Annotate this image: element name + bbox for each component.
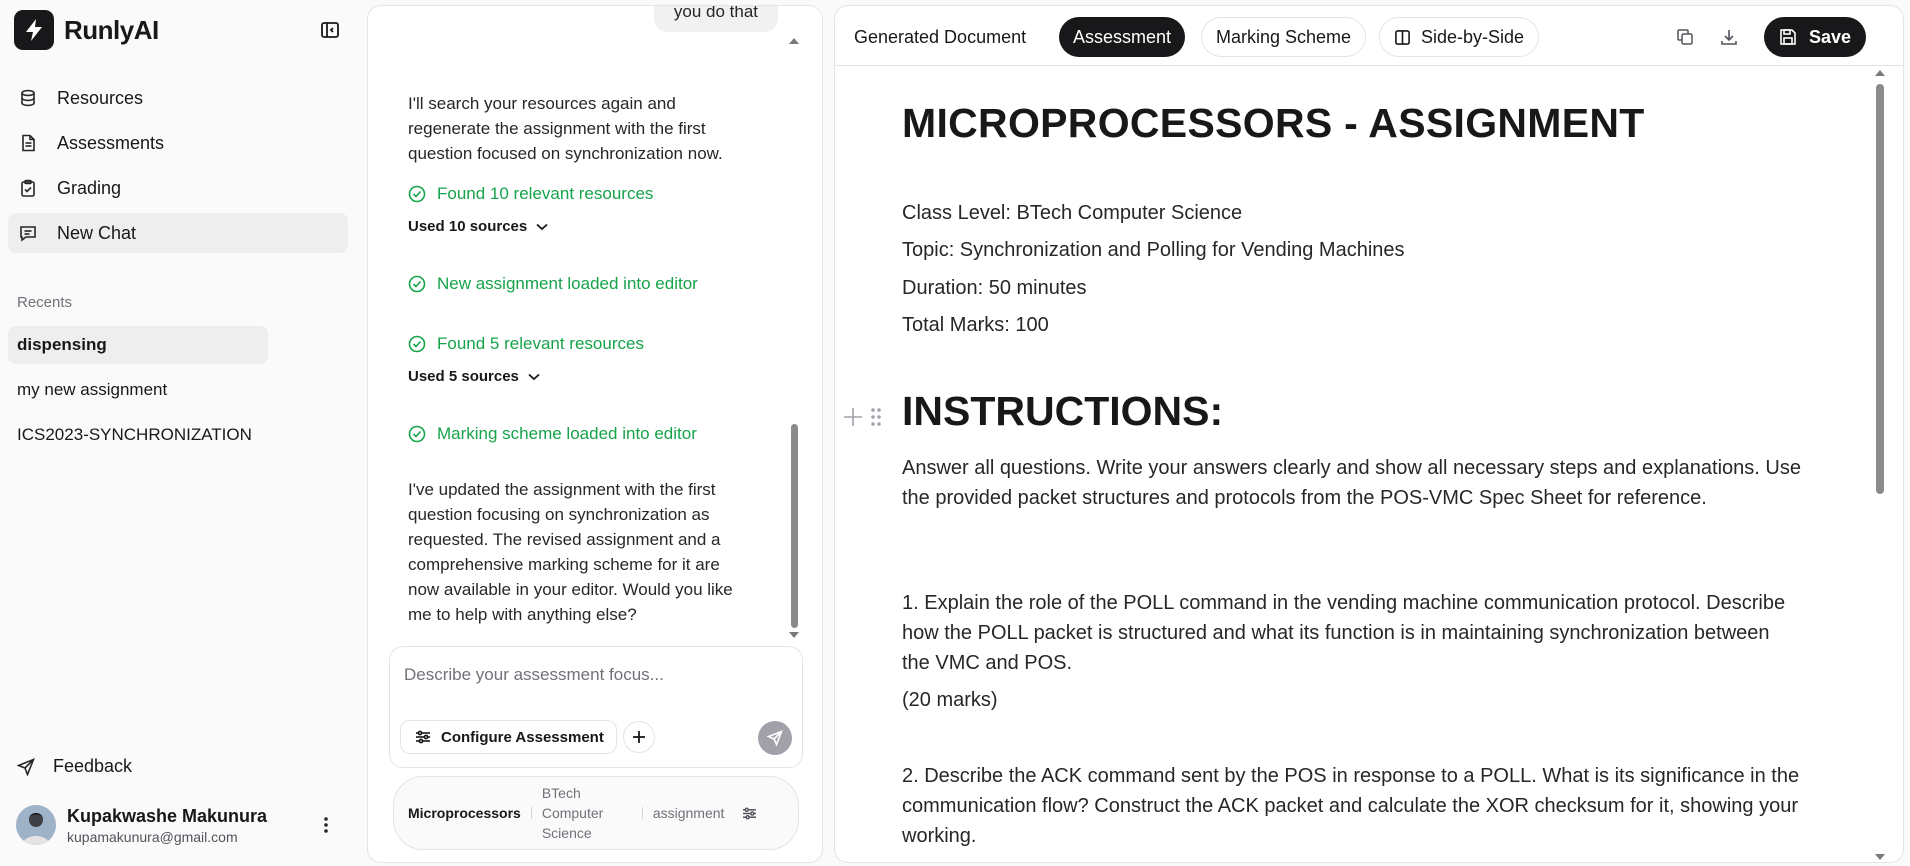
divider xyxy=(531,807,532,819)
nav-item-new-chat[interactable] xyxy=(8,213,348,253)
bolt-icon xyxy=(14,10,54,50)
recent-item[interactable]: ICS2023-SYNCHRONIZATION xyxy=(17,425,252,444)
question-1[interactable]: 1. Explain the role of the POLL command in the vending machine communication protocol. Describe how the POLL packet is structured and what its function is in maintaining synchronization between the VMC and POS. xyxy=(902,592,1786,674)
nav-label: New Chat xyxy=(57,222,137,243)
nav-item-grading[interactable] xyxy=(8,168,348,208)
total-marks[interactable]: Total Marks: 100 xyxy=(902,314,1049,336)
check-circle-icon xyxy=(408,425,426,443)
copy-icon[interactable] xyxy=(1673,25,1697,49)
tab-side-by-side[interactable] xyxy=(1379,17,1539,57)
editor-panel xyxy=(834,5,1904,863)
instructions-text[interactable]: Answer all questions. Write your answers clearly and show all necessary steps and explanations. Use the provided packet structures and protocols from the POS-VMC Spec Sheet for reference. xyxy=(902,457,1801,509)
app-name: RunlyAI xyxy=(64,14,159,45)
sliders-icon[interactable] xyxy=(742,807,757,820)
sidebar xyxy=(0,0,358,866)
chevron-down-icon xyxy=(528,373,540,381)
scrollbar-thumb[interactable] xyxy=(791,424,798,628)
sidebar-collapse-icon[interactable] xyxy=(318,18,342,42)
avatar xyxy=(16,805,56,845)
status-text: Marking scheme loaded into editor xyxy=(437,424,697,443)
instructions-heading[interactable]: INSTRUCTIONS: xyxy=(902,388,1224,434)
tab-generated-document[interactable]: Generated Document xyxy=(854,26,1027,47)
assistant-message: I'll search your resources again and regenerate the assignment with the first question focused on synchronization now. xyxy=(408,94,723,163)
duration[interactable]: Duration: 50 minutes xyxy=(902,277,1087,299)
file-text-icon xyxy=(18,133,38,153)
plus-icon[interactable] xyxy=(842,406,864,428)
assistant-message: I've updated the assignment with the first question focusing on synchronization as requested. The revised assignment and a comprehensive marking scheme for it are now available in your editor. Would you like me to help with anything else? xyxy=(408,480,733,624)
feedback-label: Feedback xyxy=(53,756,133,776)
user-profile[interactable] xyxy=(16,805,338,845)
save-button[interactable] xyxy=(1764,17,1866,57)
status-marking-loaded xyxy=(408,424,697,444)
more-vertical-icon[interactable] xyxy=(314,813,338,837)
configure-assessment-button[interactable] xyxy=(400,720,617,754)
status-found-resources xyxy=(408,184,653,204)
scrollbar-thumb[interactable] xyxy=(1876,84,1884,494)
sources-toggle[interactable] xyxy=(408,218,548,235)
chat-panel xyxy=(367,5,823,863)
editor-scrollbar[interactable] xyxy=(1873,68,1887,862)
nav-label: Grading xyxy=(57,177,122,198)
sources-toggle[interactable] xyxy=(408,368,540,385)
chat-scrollbar[interactable] xyxy=(788,38,800,638)
brand[interactable] xyxy=(14,10,159,50)
context-subject: Microprocessors xyxy=(408,805,521,821)
scroll-down-arrow[interactable] xyxy=(1875,854,1885,860)
download-icon[interactable] xyxy=(1717,25,1741,49)
chat-messages xyxy=(368,6,808,634)
check-circle-icon xyxy=(408,185,426,203)
question-2[interactable]: 2. Describe the ACK command sent by the POS in response to a POLL. What is its significance in the communication flow? Construct the ACK packet and calculate the XOR checksum for it, showing your working. xyxy=(902,765,1800,847)
send-message-button[interactable] xyxy=(758,721,792,755)
document-title[interactable]: MICROPROCESSORS - ASSIGNMENT xyxy=(902,100,1645,146)
assessment-context-bar[interactable] xyxy=(393,776,799,850)
status-assignment-loaded xyxy=(408,274,698,294)
assessment-focus-input[interactable] xyxy=(404,665,784,685)
send-icon xyxy=(767,730,783,746)
recents-title: Recents xyxy=(17,294,73,311)
tab-marking-scheme[interactable]: Marking Scheme xyxy=(1201,17,1366,57)
sources-label: Used 5 sources xyxy=(408,368,519,385)
save-icon xyxy=(1779,28,1797,46)
nav-item-resources[interactable] xyxy=(8,78,348,118)
configure-label: Configure Assessment xyxy=(441,728,604,746)
scroll-down-arrow[interactable] xyxy=(789,632,799,638)
chat-composer xyxy=(389,646,803,768)
sidebar-nav xyxy=(8,78,348,258)
context-level: BTech Computer Science xyxy=(541,785,604,841)
nav-label: Resources xyxy=(57,87,144,108)
scroll-up-arrow[interactable] xyxy=(789,38,799,44)
send-icon xyxy=(17,758,35,776)
tab-assessment[interactable]: Assessment xyxy=(1059,17,1185,57)
status-text: Found 5 relevant resources xyxy=(437,334,644,353)
user-email: kupamakunura@gmail.com xyxy=(67,828,238,845)
scroll-up-arrow[interactable] xyxy=(1875,70,1885,76)
class-level[interactable]: Class Level: BTech Computer Science xyxy=(902,202,1243,224)
context-type: assignment xyxy=(652,805,725,821)
user-name: Kupakwashe Makunura xyxy=(67,805,268,826)
question-1-marks[interactable]: (20 marks) xyxy=(902,689,998,711)
status-text: New assignment loaded into editor xyxy=(437,274,698,293)
database-icon xyxy=(18,88,38,108)
recent-item[interactable]: my new assignment xyxy=(17,380,168,399)
check-circle-icon xyxy=(408,335,426,353)
recent-item[interactable]: dispensing xyxy=(8,326,268,364)
drag-handle-icon[interactable] xyxy=(870,407,882,427)
message-square-icon xyxy=(18,223,38,243)
nav-label: Assessments xyxy=(57,132,165,153)
divider xyxy=(642,807,643,819)
block-handle xyxy=(842,406,888,428)
save-label: Save xyxy=(1808,26,1852,47)
check-circle-icon xyxy=(408,275,426,293)
sliders-icon xyxy=(415,730,431,744)
status-found-resources xyxy=(408,334,644,354)
plus-icon[interactable] xyxy=(623,721,655,753)
feedback-button[interactable] xyxy=(17,756,132,777)
nav-item-assessments[interactable] xyxy=(8,123,348,163)
topic[interactable]: Topic: Synchronization and Polling for Vending Machines xyxy=(902,239,1405,261)
clipboard-check-icon xyxy=(18,178,38,198)
recents-list xyxy=(8,326,268,461)
user-message: you do that xyxy=(654,6,778,32)
tab-label: Side-by-Side xyxy=(1421,26,1525,47)
sources-label: Used 10 sources xyxy=(408,218,528,235)
editor-toolbar xyxy=(835,6,1903,66)
chevron-down-icon xyxy=(536,223,548,231)
columns-icon xyxy=(1394,29,1411,46)
status-text: Found 10 relevant resources xyxy=(437,184,654,203)
